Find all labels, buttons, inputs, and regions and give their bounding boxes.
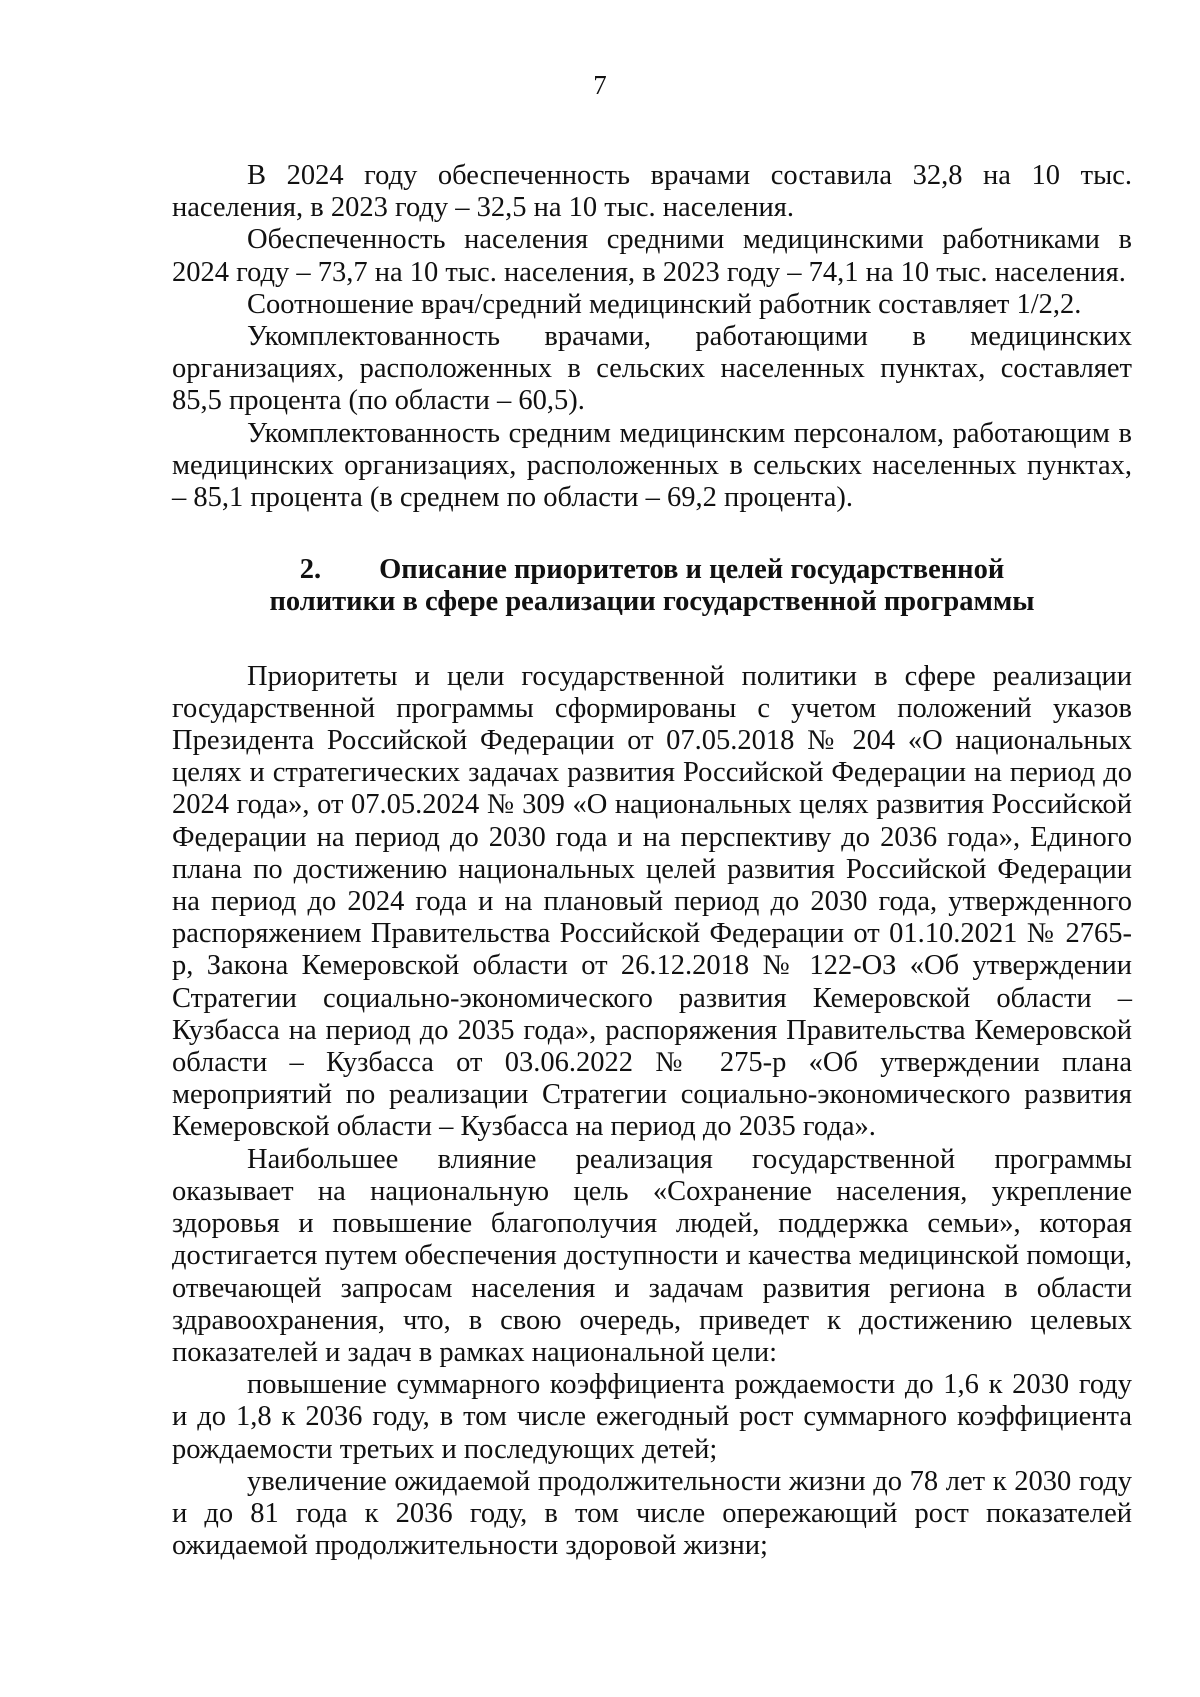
paragraph-doctor-coverage: В 2024 году обеспеченность врачами составила 32,8 на 10 тыс. населения, в 2023 году – 32,5 на 10 тыс. населения. xyxy=(172,160,1132,224)
paragraph-life-expectancy: увеличение ожидаемой продолжительности жизни до 78 лет к 2030 году и до 81 года к 2036 году, в том числе опережающий рост показателей ожидаемой продолжительности здоровой жизни; xyxy=(172,1465,1132,1562)
page-number: 7 xyxy=(593,70,607,100)
section-title-line1: Описание приоритетов и целей государственной xyxy=(379,554,1005,586)
section-heading-line1 xyxy=(172,554,1132,586)
paragraph-rural-doctors-staffing: Укомплектованность врачами, работающими в медицинских организациях, расположенных в сельских населенных пунктах, составляет 85,5 процента (по области – 60,5). xyxy=(172,321,1132,417)
paragraph-ratio: Соотношение врач/средний медицинский работник составляет 1/2,2. xyxy=(247,288,1082,320)
paragraph-priorities: Приоритеты и цели государственной политики в сфере реализации государственной программы сформированы с учетом положений указов Президента Российской Федерации от 07.05.2018 № 204 «О национальных целях и стратегических задачах развития Российской Федерации на период до 2024 года», от 07.05.2024 № 309 «О национальных целях развития Российской Федерации на период до 2030 года и на перспективу до 2036 года», Единого плана по достижению национальных целей развития Российской Федерации на период до 2024 года и на плановый период до 2030 года, утвержденного распоряжением Правительства Российской Федерации от 01.10.2021 № 2765-р, Закона Кемеровской области от 26.12.2018 № 122-ОЗ «Об утверждении Стратегии социально-экономического развития Кемеровской области – Кузбасса на период до 2035 года», распоряжения Правительства Кемеровской области – Кузбасса от 03.06.2022 № 275-р «Об утверждении плана мероприятий по реализации Стратегии социально-экономического развития Кемеровской области – Кузбасса на период до 2035 года». xyxy=(172,660,1132,1143)
paragraph-nurse-coverage: Обеспеченность населения средними медицинскими работниками в 2024 году – 73,7 на 10 тыс. населения, в 2023 году – 74,1 на 10 тыс. населения. xyxy=(172,224,1132,288)
section-heading xyxy=(172,554,1132,618)
section-number: 2. xyxy=(299,554,322,586)
paragraph-national-goal: Наибольшее влияние реализация государственной программы оказывает на национальную цель «Сохранение населения, укрепление здоровья и повышение благополучия людей, поддержка семьи», которая достигается путем обеспечения доступности и качества медицинской помощи, отвечающей запросам населения и задачам развития региона в области здравоохранения, что, в свою очередь, приведет к достижению целевых показателей и задач в рамках национальной цели: xyxy=(172,1143,1132,1368)
document-body xyxy=(172,160,1132,1562)
section-title-line2: политики в сфере реализации государственной программы xyxy=(269,586,1035,618)
paragraph-rural-nurses-staffing: Укомплектованность средним медицинским персоналом, работающим в медицинских организациях, расположенных в сельских населенных пунктах, – 85,1 процента (в среднем по области – 69,2 процента). xyxy=(172,417,1132,514)
paragraph-birth-rate: повышение суммарного коэффициента рождаемости до 1,6 к 2030 году и до 1,8 к 2036 году, в том числе ежегодный рост суммарного коэффициента рождаемости третьих и последующих детей; xyxy=(172,1369,1132,1465)
